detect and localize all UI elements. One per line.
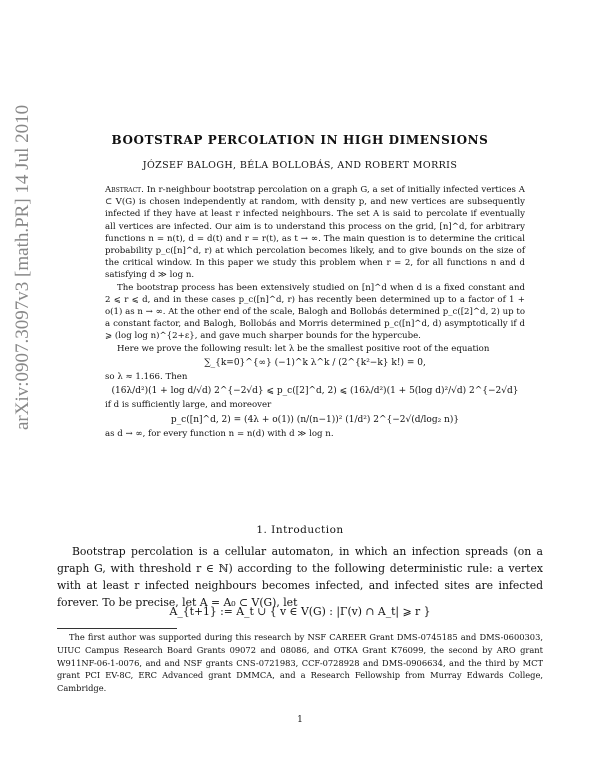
intro-paragraph: Bootstrap percolation is a cellular automaton, in which an infection spreads (on a graph G, with threshold r ∈ ℕ) according to the following deterministic rule: a vertex with at least r infected neighbours becomes infected, and infected sites are infected forever. To be precise, let A = A₀ ⊂ V(G), let	[57, 545, 543, 609]
abstract-para-3: Here we prove the following result: let λ be the smallest positive root of the equation	[117, 343, 490, 354]
footnote-rule	[57, 628, 177, 629]
abstract-para-6: as d → ∞, for every function n = n(d) with d ≫ log n.	[105, 428, 334, 439]
paper-authors: JÓZSEF BALOGH, BÉLA BOLLOBÁS, AND ROBERT MORRIS	[142, 160, 458, 171]
equation-hypercube-bounds: (16λ/d²)(1 + log d/√d) 2^{−2√d} ⩽ p_c([2]^d, 2) ⩽ (16λ/d²)(1 + 5(log d)²/√d) 2^{−2√d}	[111, 386, 519, 397]
equation-bootstrap-rule: A_{t+1} := A_t ∪ { v ∈ V(G) : |Γ(v) ∩ A_t| ⩾ r }	[169, 605, 431, 618]
arxiv-side-label: arXiv:0907.3097v3 [math.PR] 14 Jul 2010	[12, 104, 33, 430]
abstract-para-4: so λ ≈ 1.166. Then	[105, 372, 188, 383]
abstract-para-5: if d is sufficiently large, and moreover	[105, 400, 272, 411]
footnote-text: The first author was supported during this research by NSF CAREER Grant DMS-0745185 and DMS-0600303, UIUC Campus Research Board Grants 09072 and 08086, and OTKA Grant K76099, the second by ARO grant W911NF-06-1-0076, and and NSF grants CNS-0721983, CCF-0728928 and DMS-0906634, and the third by MCT grant PCI EV-8C, ERC Advanced grant DMMCA, and a Research Fellowship from Murray Edwards College, Cambridge.	[57, 632, 543, 694]
section-heading-introduction: 1. Introduction	[256, 524, 344, 536]
abstract-text-1: In r-neighbour bootstrap percolation on a graph G, a set of initially infected vertices A ⊂ V(G) is chosen independently at random, with density p, and new vertices are subsequently infected if they have at least r infected neighbours. The set A is said to percolate if eventually all vertices are infected. Our aim is to understand this process on the grid, [n]^d, for arbitrary functions n = n(t), d = d(t) and r = r(t), as t → ∞. The main question is to determine the critical probability p_c([n]^d, r) at which percolation becomes likely, and to give bounds on the size of the critical window. In this paper we study this problem when r = 2, for all functions n and d satisfying d ≫ log n.	[105, 185, 525, 281]
abstract	[105, 184, 525, 440]
footnote	[57, 631, 543, 695]
abstract-label: Abstract.	[105, 185, 144, 195]
equation-grid-asymptotic: p_c([n]^d, 2) = (4λ + o(1)) (n/(n−1))² (1/d²) 2^{−2√(d/log₂ n)}	[170, 414, 460, 425]
equation-lambda: ∑_{k=0}^{∞} (−1)^k λ^k / (2^{k²−k} k!) = 0,	[204, 357, 426, 368]
paper-title: BOOTSTRAP PERCOLATION IN HIGH DIMENSIONS	[111, 133, 489, 147]
page-number: 1	[297, 715, 303, 725]
abstract-para-2: The bootstrap process has been extensively studied on [n]^d when d is a fixed constant and 2 ⩽ r ⩽ d, and in these cases p_c([n]^d, r) has recently been determined up to a factor of 1 + o(1) as n → ∞. At the other end of the scale, Balogh and Bollobás determined p_c([2]^d, 2) up to a constant factor, and Balogh, Bollobás and Morris determined p_c([n]^d, d) asymptotically if d ⩾ (log log n)^{2+ε}, and gave much sharper bounds for the hypercube.	[105, 282, 525, 342]
introduction-body	[57, 543, 543, 611]
abstract-para-1	[105, 184, 525, 282]
